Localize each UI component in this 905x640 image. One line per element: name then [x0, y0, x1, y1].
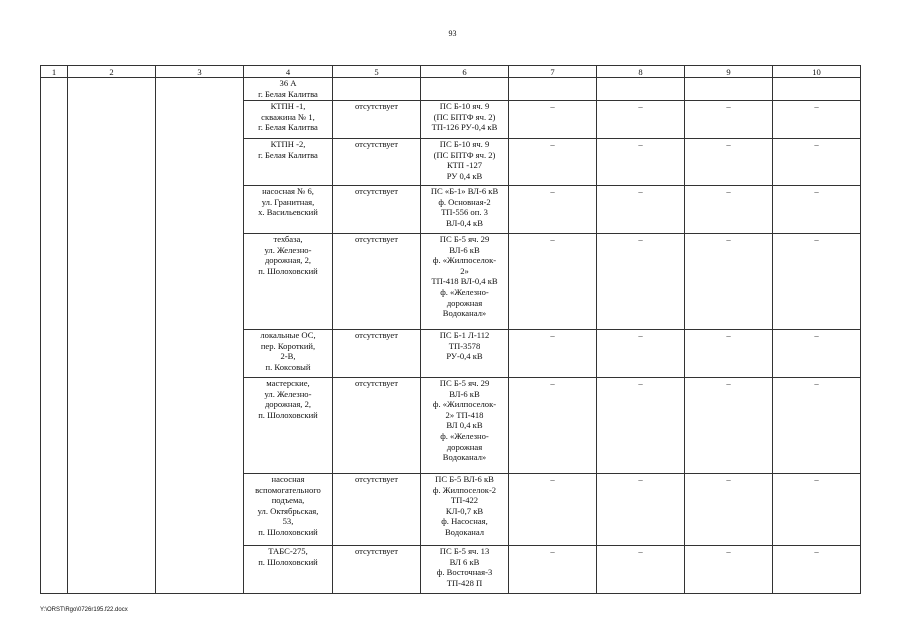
object-cell: мастерские, ул. Железно- дорожная, 2, п. Шолоховский: [244, 378, 333, 474]
power-source-cell: ПС Б-10 яч. 9 (ПС БПТФ яч. 2) ТП-126 РУ-0,4 кВ: [421, 101, 509, 139]
dash-cell: –: [773, 378, 861, 474]
power-source-cell: ПС Б-5 ВЛ-6 кВ ф. Жилпоселок-2 ТП-422 КЛ-0,7 кВ ф. Насосная, Водоканал: [421, 474, 509, 546]
object-cell: насосная № 6, ул. Гранитная, х. Васильевский: [244, 186, 333, 234]
power-source-cell: [421, 78, 509, 101]
dash-cell: –: [509, 474, 597, 546]
dash-cell: [773, 78, 861, 101]
object-cell: ТАБС-275, п. Шолоховский: [244, 546, 333, 594]
dash-cell: –: [509, 139, 597, 186]
status-cell: отсутствует: [333, 139, 421, 186]
power-source-cell: ПС Б-5 яч. 13 ВЛ 6 кВ ф. Восточная-3 ТП-428 П: [421, 546, 509, 594]
dash-cell: –: [597, 330, 685, 378]
dash-cell: –: [685, 234, 773, 330]
dash-cell: –: [509, 234, 597, 330]
dash-cell: –: [773, 101, 861, 139]
dash-cell: –: [597, 474, 685, 546]
dash-cell: [597, 78, 685, 101]
status-cell: отсутствует: [333, 330, 421, 378]
column-number-3: 3: [156, 66, 244, 78]
object-cell: КТПН -2, г. Белая Калитва: [244, 139, 333, 186]
dash-cell: –: [597, 546, 685, 594]
power-source-cell: ПС «Б-1» ВЛ-6 кВ ф. Основная-2 ТП-556 оп. 3 ВЛ-0,4 кВ: [421, 186, 509, 234]
dash-cell: –: [773, 330, 861, 378]
column-number-10: 10: [773, 66, 861, 78]
object-cell: насосная вспомогательного подъема, ул. Октябрьская, 53, п. Шолоховский: [244, 474, 333, 546]
dash-cell: [509, 78, 597, 101]
dash-cell: –: [509, 546, 597, 594]
dash-cell: –: [597, 186, 685, 234]
power-source-cell: ПС Б-10 яч. 9 (ПС БПТФ яч. 2) КТП -127 РУ 0,4 кВ: [421, 139, 509, 186]
dash-cell: –: [685, 546, 773, 594]
status-cell: [333, 78, 421, 101]
merged-cell-col2: [68, 78, 156, 594]
dash-cell: –: [597, 378, 685, 474]
merged-cell-col1: [41, 78, 68, 594]
object-cell: локальные ОС, пер. Короткий, 2-В, п. Коксовый: [244, 330, 333, 378]
status-cell: отсутствует: [333, 378, 421, 474]
dash-cell: [685, 78, 773, 101]
page-number: 93: [448, 29, 457, 38]
dash-cell: –: [597, 234, 685, 330]
column-number-row: [41, 66, 861, 78]
dash-cell: –: [685, 474, 773, 546]
column-number-1: 1: [41, 66, 68, 78]
footer-file-path: Y:\ORST\Rgo\0726r195.f22.docx: [40, 607, 128, 613]
dash-cell: –: [509, 330, 597, 378]
column-number-9: 9: [685, 66, 773, 78]
object-cell: техбаза, ул. Железно- дорожная, 2, п. Шолоховский: [244, 234, 333, 330]
column-number-6: 6: [421, 66, 509, 78]
object-cell: 36 А г. Белая Калитва: [244, 78, 333, 101]
dash-cell: –: [685, 186, 773, 234]
status-cell: отсутствует: [333, 101, 421, 139]
document-table: [40, 65, 861, 594]
dash-cell: –: [773, 234, 861, 330]
dash-cell: –: [685, 378, 773, 474]
dash-cell: –: [773, 139, 861, 186]
status-cell: отсутствует: [333, 474, 421, 546]
column-number-8: 8: [597, 66, 685, 78]
column-number-4: 4: [244, 66, 333, 78]
object-cell: КТПН -1, скважина № 1, г. Белая Калитва: [244, 101, 333, 139]
dash-cell: –: [509, 378, 597, 474]
dash-cell: –: [685, 330, 773, 378]
column-number-7: 7: [509, 66, 597, 78]
dash-cell: –: [685, 139, 773, 186]
dash-cell: –: [597, 139, 685, 186]
dash-cell: –: [773, 546, 861, 594]
dash-cell: –: [773, 474, 861, 546]
dash-cell: –: [597, 101, 685, 139]
power-source-cell: ПС Б-5 яч. 29 ВЛ-6 кВ ф. «Жилпоселок- 2» ТП-418 ВЛ 0,4 кВ ф. «Железно- дорожная Водоканал»: [421, 378, 509, 474]
merged-cell-col3: [156, 78, 244, 594]
table-row: [41, 78, 861, 101]
status-cell: отсутствует: [333, 546, 421, 594]
power-source-cell: ПС Б-1 Л-112 ТП-3578 РУ-0,4 кВ: [421, 330, 509, 378]
power-source-cell: ПС Б-5 яч. 29 ВЛ-6 кВ ф. «Жилпоселок- 2» ТП-418 ВЛ-0,4 кВ ф. «Железно- дорожная Водоканал»: [421, 234, 509, 330]
column-number-5: 5: [333, 66, 421, 78]
dash-cell: –: [773, 186, 861, 234]
status-cell: отсутствует: [333, 234, 421, 330]
status-cell: отсутствует: [333, 186, 421, 234]
dash-cell: –: [685, 101, 773, 139]
dash-cell: –: [509, 186, 597, 234]
column-number-2: 2: [68, 66, 156, 78]
dash-cell: –: [509, 101, 597, 139]
